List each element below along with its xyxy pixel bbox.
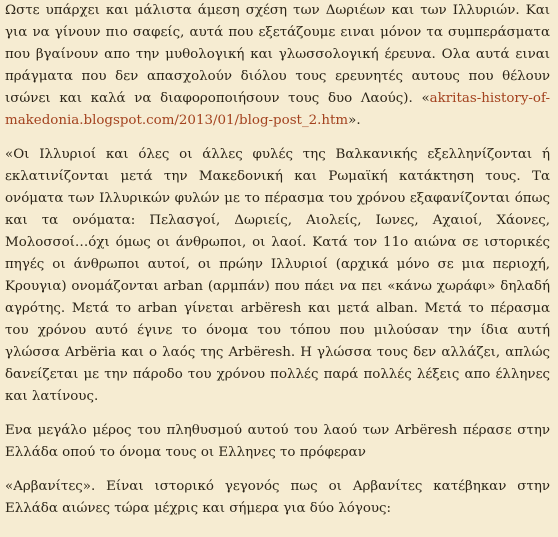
paragraph1-tail: ». bbox=[348, 113, 361, 128]
paragraph-arvanites: «Αρβανίτες». Είναι ιστορικό γεγονός πως οι Αρβανίτες κατέβηκαν στην Ελλάδα αιώνες τώρα μέχρις και σήμερα για δύο λόγους: bbox=[5, 479, 550, 516]
source-link[interactable]: akritas-history-of-makedonia.blogspot.com/2013/01/blog-post_2.htm bbox=[5, 91, 550, 128]
paragraph-arberesh-greece: Ενα μεγάλο μέρος του πληθυσμού αυτού του λαού των Arbëresh πέρασε στην Ελλάδα οπού το όνομα τους οι Ελληνες το πρόφεραν bbox=[5, 423, 550, 460]
paragraph1-text: Ωστε υπάρχει και μάλιστα άμεση σχέση των Δωριέων και των Ιλλυριών. Και για να γίνουν πιο σαφείς, αυτά που εξετάζουμε ειναι μόνον τα συμπεράσματα που βγαίνουν απο την μυθολογική και γλωσσολογική έρευνα. Ολα αυτά ειναι πράγματα που δεν απασχολούν διόλου τους ερευνητές αυτους που θέλουν ισώνει και καλά να διαφοροποιήσουν τους δυο Λαούς). « bbox=[5, 3, 550, 106]
paragraph-illyrian-tribes: «Οι Ιλλυριοί και όλες οι άλλες φυλές της Βαλκανικής εξελληνίζονται ή εκλατινίζονται μετά την Μακεδονική και Ρωμαϊκή κατάκτηση τους. Τα ονόματα των Ιλλυρικών φυλών με το πέρασμα του χρόνου εξαφανίζονται όπως και τα ονόματα: Πελασγοί, Δωριείς, Αιολείς, Ιωνες, Αχαιοί, Χάονες, Μολοσσοί…όχι όμως οι άνθρωποι, οι λαοί. Κατά τον 11ο αιώνα σε ιστορικές πηγές οι άνθρωποι αυτοί, οι πρώην Ιλλυριοί (αρχικά μόνο σε μια περιοχή, Κρουγια) ονομάζονται arban (αρμπάν) που πάει να πει «κάνω χωράφι» δηλαδή αγρότης. Μετά το arban γίνεται arbëresh και μετά alban. Μετά το πέρασμα του χρόνου αυτό έγινε το όνομα του τόπου που μιλούσαν την ίδια αυτή γλώσσα Arbëria και ο λαός της Arbëresh. Η γλώσσα τους δεν αλλάζει, απλώς δανείζεται με την πάροδο του χρόνου πολλές παρά πολλές λέξεις απο έλληνες και λατίνους. bbox=[5, 147, 550, 404]
paragraph-dorians-illyrians bbox=[5, 0, 550, 132]
